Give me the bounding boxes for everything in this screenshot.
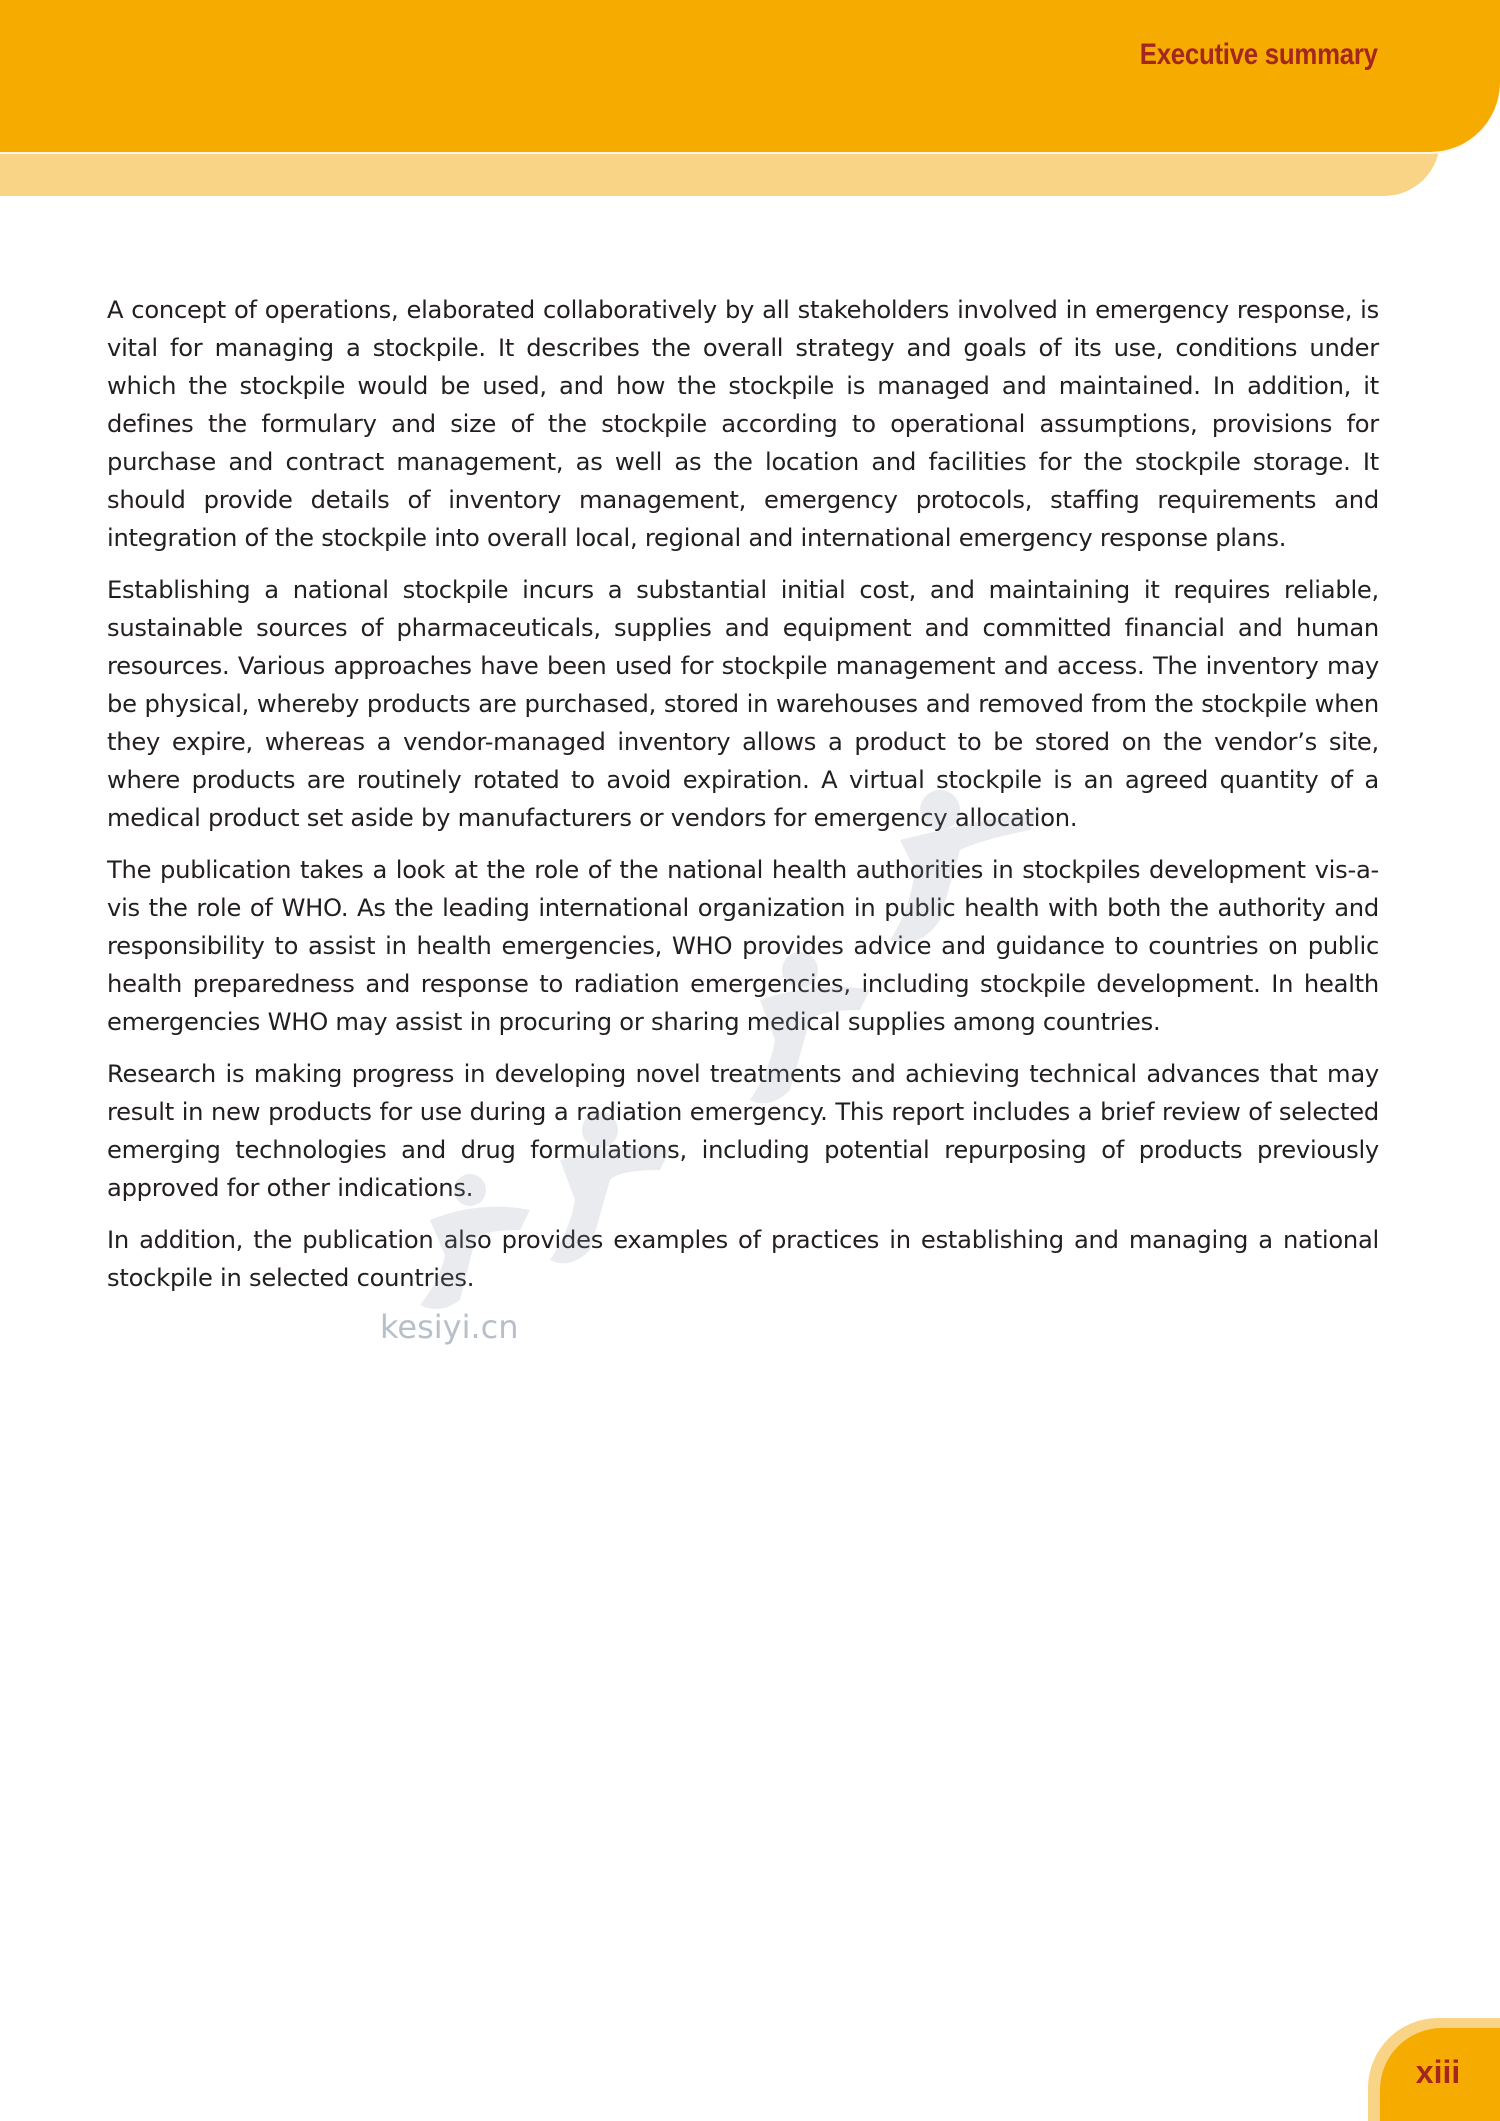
paragraph-who-role: The publication takes a look at the role of the national health authorities in stockpiles development vis-a-vis the role of WHO. As the leading international organization in public health with both the authority and responsibility to assist in health emergencies, WHO provides advice and guidance to countries on public health preparedness and response to radiation emergencies, including stockpile development. In health emergencies WHO may assist in procuring or sharing medical supplies among countries. bbox=[107, 856, 1379, 1036]
header-band bbox=[0, 0, 1500, 152]
page-number: xiii bbox=[1415, 2054, 1461, 2090]
watermark-text: kesiyi.cn bbox=[380, 1308, 519, 1346]
paragraph-country-practices: In addition, the publication also provides examples of practices in establishing and managing a national stockpile in selected countries. bbox=[107, 1226, 1379, 1292]
section-title: Executive summary bbox=[1140, 38, 1378, 71]
paragraph-research-progress: Research is making progress in developing novel treatments and achieving technical advances that may result in new products for use during a radiation emergency. This report includes a brief review of selected emerging technologies and drug formulations, including potential repurposing of products previously approved for other indications. bbox=[107, 1060, 1379, 1202]
body-content bbox=[107, 291, 1379, 1311]
paragraph-establishing-stockpile: Establishing a national stockpile incurs a substantial initial cost, and maintaining it requires reliable, sustainable sources of pharmaceuticals, supplies and equipment and committed financial and human resources. Various approaches have been used for stockpile management and access. The inventory may be physical, whereby products are purchased, stored in warehouses and removed from the stockpile when they expire, whereas a vendor-managed inventory allows a product to be stored on the vendor’s site, where products are routinely rotated to avoid expiration. A virtual stockpile is an agreed quantity of a medical product set aside by manufacturers or vendors for emergency allocation. bbox=[107, 576, 1379, 832]
paragraph-concept-of-operations: A concept of operations, elaborated collaboratively by all stakeholders involved in emergency response, is vital for managing a stockpile. It describes the overall strategy and goals of its use, conditions under which the stockpile would be used, and how the stockpile is managed and maintained. In addition, it defines the formulary and size of the stockpile according to operational assumptions, provisions for purchase and contract management, as well as the location and facilities for the stockpile storage. It should provide details of inventory management, emergency protocols, staffing requirements and integration of the stockpile into overall local, regional and international emergency response plans. bbox=[107, 296, 1379, 552]
